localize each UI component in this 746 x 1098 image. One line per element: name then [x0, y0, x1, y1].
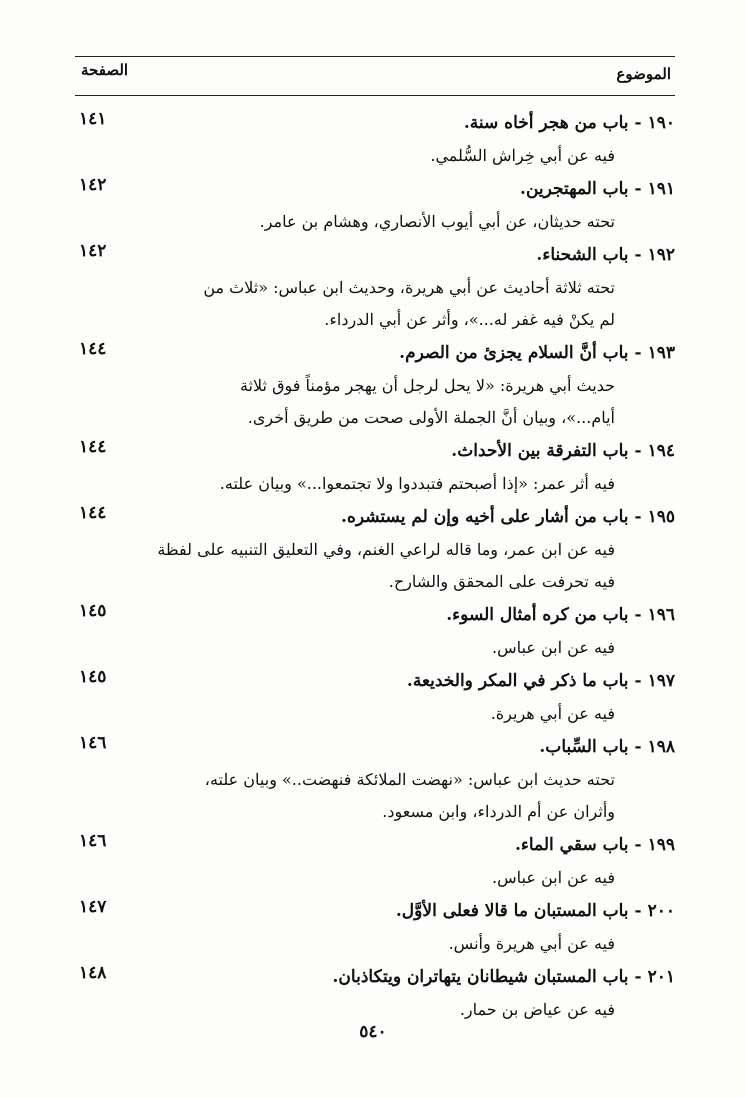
index-entry: [75, 960, 675, 1026]
index-entry: [75, 828, 675, 894]
entry-title-line: [75, 894, 675, 928]
entry-title: باب أنَّ السلام يجزئ من الصرم.: [399, 343, 629, 363]
entry-title-line: [75, 336, 675, 370]
entry-dash: -: [634, 967, 642, 987]
entry-title-line: [75, 960, 675, 994]
entry-title: باب سقي الماء.: [514, 835, 629, 855]
page-heading: الصفحة: [81, 61, 129, 79]
topic-heading: الموضوع: [616, 65, 671, 83]
entry-title: باب الشحناء.: [536, 245, 629, 265]
entry-number: ١٩٣: [647, 343, 675, 363]
entry-page: ١٤٦: [79, 733, 107, 753]
index-entry: [75, 172, 675, 238]
entry-dash: -: [634, 441, 642, 461]
entry-dash: -: [634, 737, 642, 757]
entry-title-line: [75, 238, 675, 272]
entry-title: باب من أشار على أخيه وإن لم يستشره.: [341, 507, 629, 527]
entry-dash: -: [634, 245, 642, 265]
entry-title-line: [75, 828, 675, 862]
entry-description-line: فيه عن عياض بن حمار.: [459, 1000, 615, 1019]
index-entry: [75, 730, 675, 828]
entry-page: ١٤٧: [79, 897, 107, 917]
entry-page: ١٤٤: [79, 503, 107, 523]
entry-page: ١٤٥: [79, 601, 107, 621]
index-entry: [75, 894, 675, 960]
entry-page: ١٤٢: [79, 241, 107, 261]
entry-dash: -: [634, 113, 642, 133]
index-entry: [75, 664, 675, 730]
entry-number: ١٩٥: [647, 507, 675, 527]
entry-description-line: فيه تحرفت على المحقق والشارح.: [388, 572, 615, 591]
entry-number: ١٩٦: [647, 605, 675, 625]
entry-title: باب من هجر أخاه سنة.: [463, 113, 629, 133]
entry-page: ١٤٦: [79, 831, 107, 851]
entry-description-line: وأثران عن أم الدرداء، وابن مسعود.: [382, 802, 615, 821]
index-entry: [75, 106, 675, 172]
index-entry: [75, 238, 675, 336]
entry-title: باب من كره أمثال السوء.: [446, 605, 629, 625]
entry-dash: -: [634, 901, 642, 921]
entry-title-line: [75, 598, 675, 632]
entry-dash: -: [634, 671, 642, 691]
entry-title-line: [75, 664, 675, 698]
entry-page: ١٤١: [79, 109, 107, 129]
index-entries: [75, 106, 675, 1026]
entry-description-line: فيه عن أبي خِراش السُّلمي.: [430, 146, 615, 165]
entry-title-line: [75, 730, 675, 764]
entry-description-line: تحته ثلاثة أحاديث عن أبي هريرة، وحديث ابن عباس: «ثلاث من: [203, 278, 615, 297]
index-entry: [75, 598, 675, 664]
entry-description-line: فيه أثر عمر: «إذا أصبحتم فتبددوا ولا تجتمعوا...» وبيان علته.: [219, 474, 615, 493]
index-entry: [75, 500, 675, 598]
entry-dash: -: [634, 179, 642, 199]
page-number: ٥٤٠: [359, 1022, 387, 1042]
entry-dash: -: [634, 605, 642, 625]
entry-description-line: حديث أبي هريرة: «لا يحل لرجل أن يهجر مؤمناً فوق ثلاثة: [239, 376, 615, 395]
entry-description-line: فيه عن ابن عباس.: [492, 868, 615, 887]
entry-number: ٢٠١: [647, 967, 675, 987]
entry-description-line: أيام...»، وبيان أنَّ الجملة الأولى صحت من طريق أخرى.: [247, 408, 615, 427]
entry-page: ١٤٢: [79, 175, 107, 195]
entry-dash: -: [634, 835, 642, 855]
entry-description-line: فيه عن أبي هريرة.: [490, 704, 615, 723]
entry-title: باب المهتجرين.: [520, 179, 629, 199]
index-entry: [75, 336, 675, 434]
entry-dash: -: [634, 343, 642, 363]
entry-title-line: [75, 106, 675, 140]
entry-description-line: فيه عن ابن عمر، وما قاله لراعي الغنم، وفي التعليق التنبيه على لفظة: [157, 540, 615, 559]
entry-title-line: [75, 172, 675, 206]
entry-number: ١٩٤: [647, 441, 675, 461]
entry-description-line: تحته حديث ابن عباس: «نهضت الملائكة فنهضت..» وبيان علته،: [204, 770, 615, 789]
entry-description-line: لم يكنْ فيه غفر له...»، وأثر عن أبي الدرداء.: [324, 310, 615, 329]
entry-dash: -: [634, 507, 642, 527]
index-entry: [75, 434, 675, 500]
entry-title: باب ما ذكر في المكر والخديعة.: [406, 671, 629, 691]
entry-page: ١٤٤: [79, 437, 107, 457]
entry-number: ١٩١: [647, 179, 675, 199]
entry-description-line: فيه عن أبي هريرة وأنس.: [448, 934, 615, 953]
entry-title-line: [75, 434, 675, 468]
entry-number: ١٩٧: [647, 671, 675, 691]
entry-description-line: تحته حديثان، عن أبي أيوب الأنصاري، وهشام بن عامر.: [259, 212, 615, 231]
entry-page: ١٤٥: [79, 667, 107, 687]
entry-page: ١٤٤: [79, 339, 107, 359]
entry-title: باب المستبان ما قالا فعلى الأوَّل.: [395, 901, 629, 921]
entry-title: باب المستبان شيطانان يتهاتران ويتكاذبان.: [332, 967, 629, 987]
entry-number: ١٩٠: [647, 113, 675, 133]
table-header: [75, 56, 675, 96]
entry-title: باب السِّباب.: [539, 737, 629, 757]
entry-number: ١٩٢: [647, 245, 675, 265]
entry-number: ١٩٩: [647, 835, 675, 855]
entry-page: ١٤٨: [79, 963, 107, 983]
entry-description-line: فيه عن ابن عباس.: [492, 638, 615, 657]
entry-title: باب التفرقة بين الأحداث.: [451, 441, 629, 461]
entry-title-line: [75, 500, 675, 534]
entry-number: ٢٠٠: [647, 901, 675, 921]
entry-number: ١٩٨: [647, 737, 675, 757]
